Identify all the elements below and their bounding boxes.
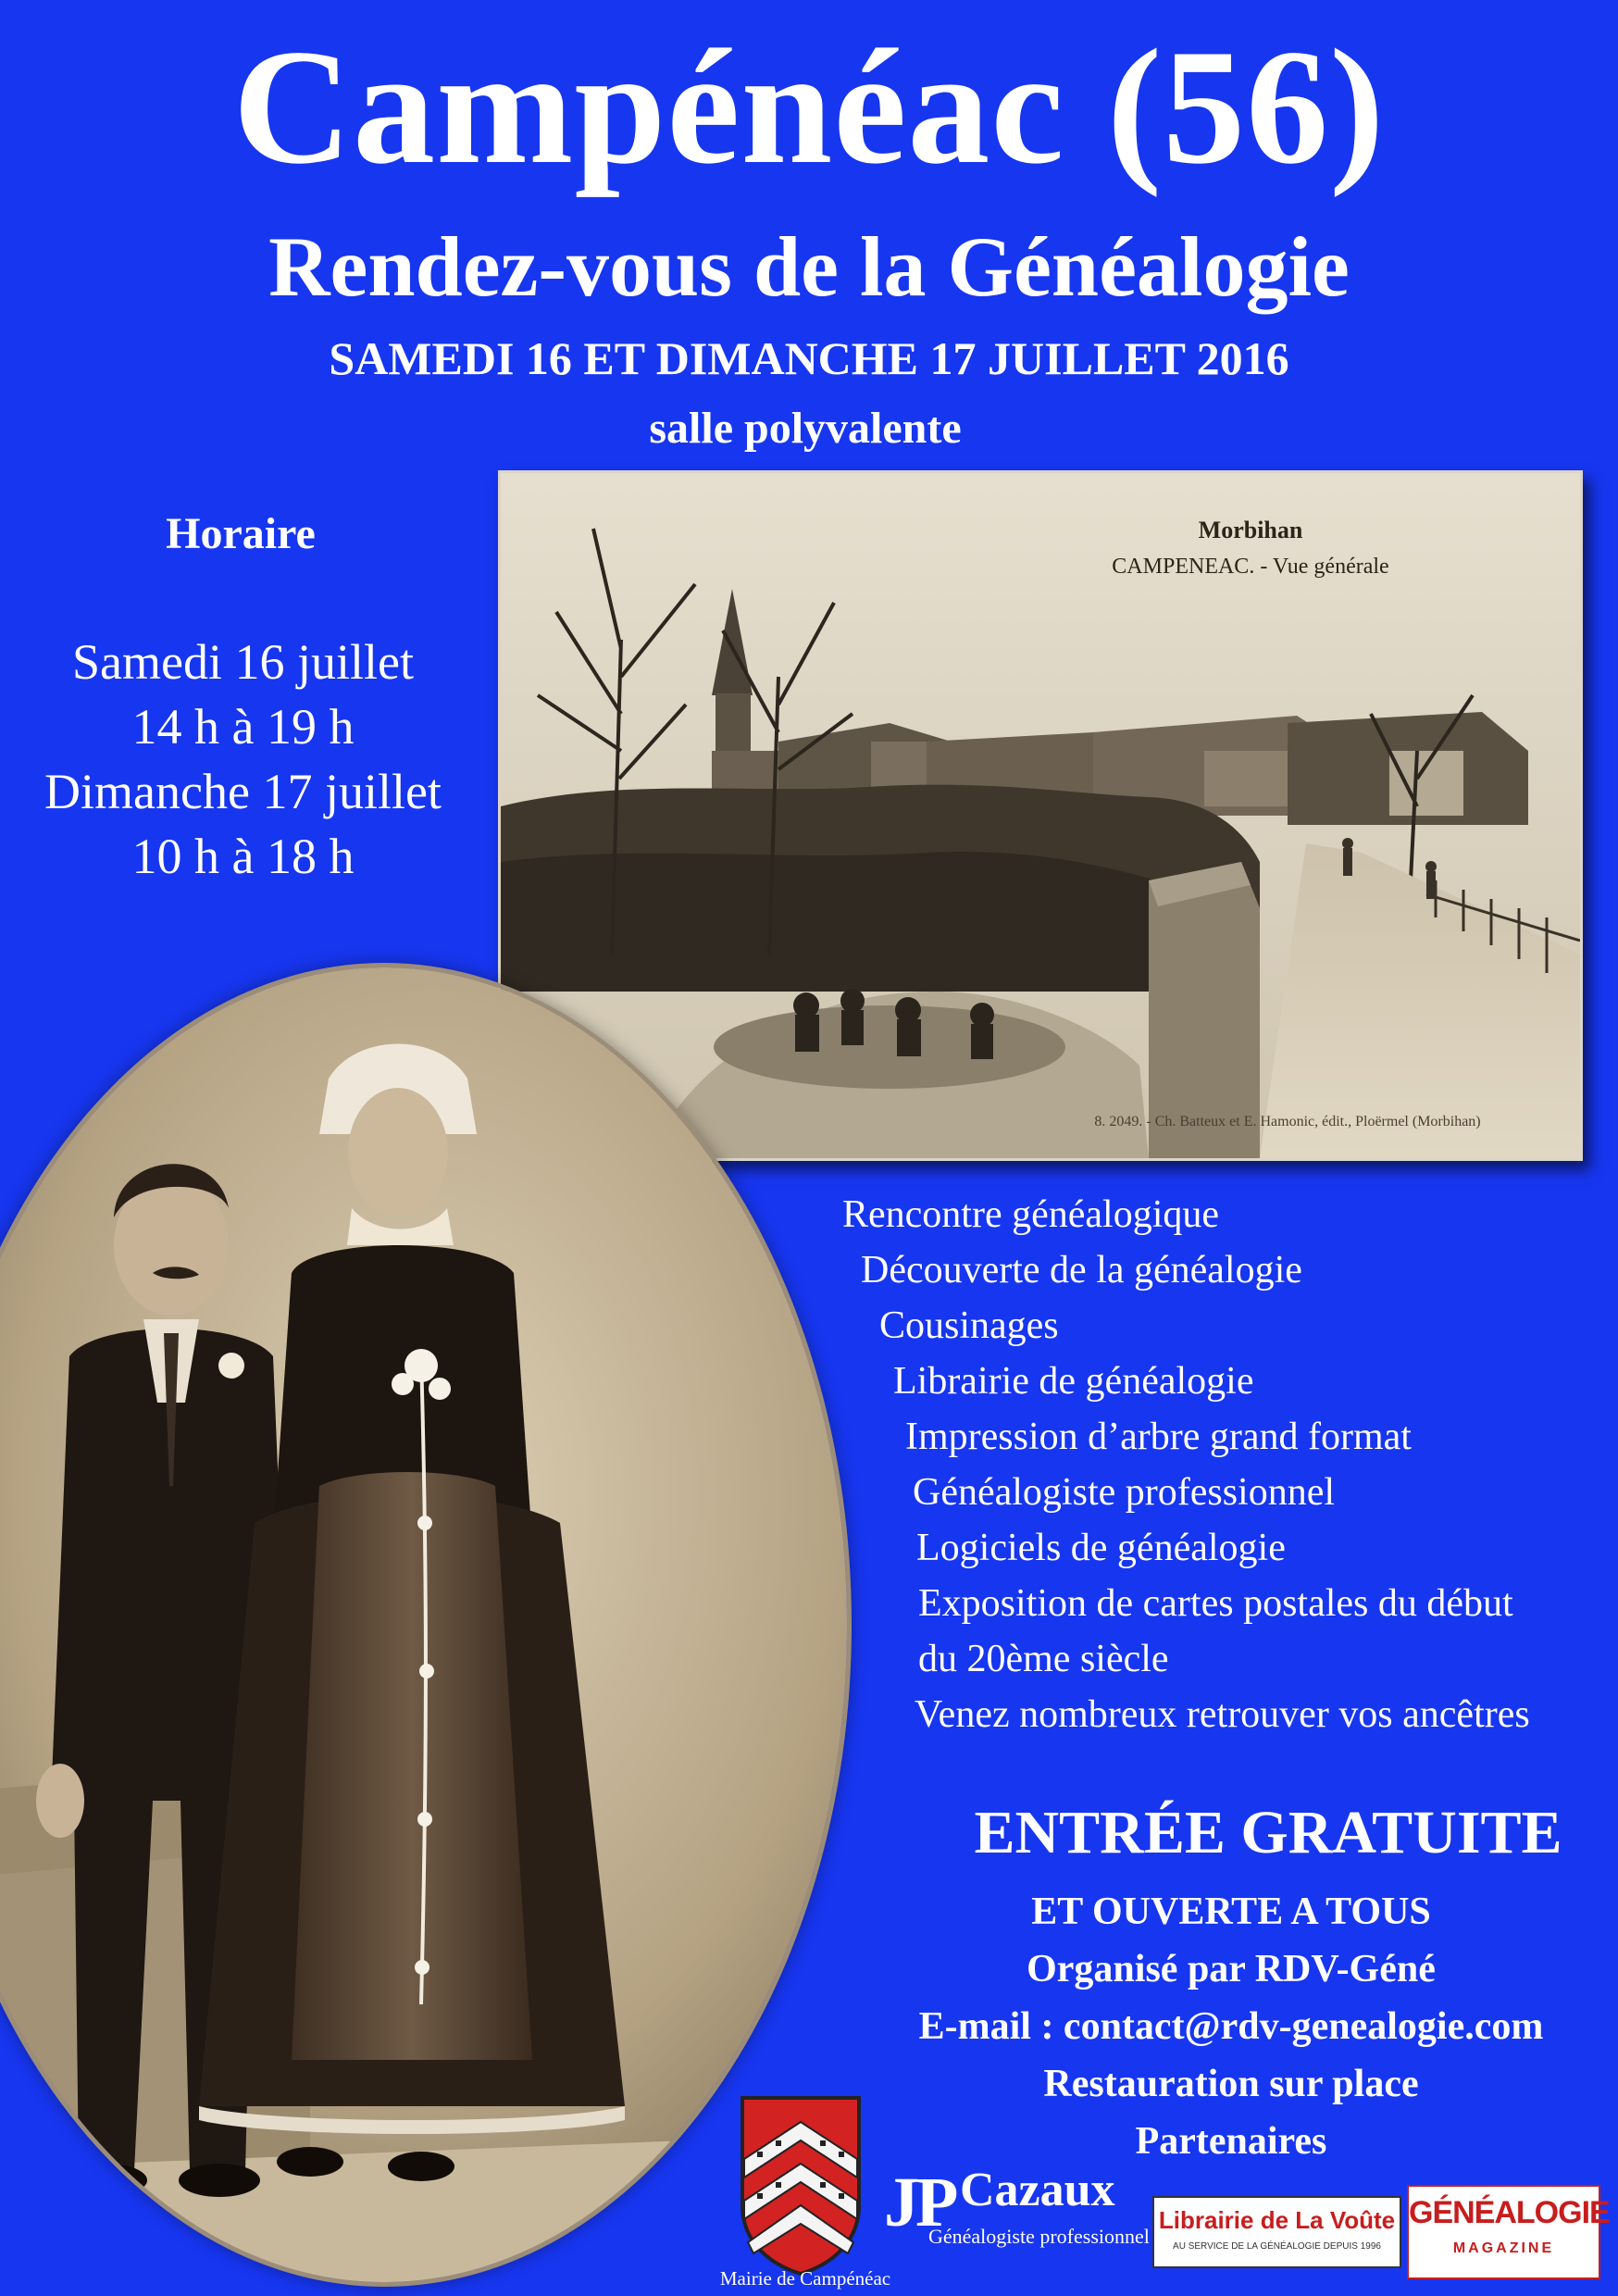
activity-item: Cousinages [879,1304,1059,1347]
librairie-voute-logo [1152,2196,1401,2268]
schedule-line: 10 h à 18 h [131,829,355,884]
voute-name: Librairie de La Voûte [1158,2206,1396,2234]
activity-item: du 20ème siècle [918,1638,1169,1680]
jp-mark: JP [884,2164,955,2241]
postcard-caption-region: Morbihan [1198,517,1303,543]
entry-headline: ENTRÉE GRATUITE [974,1799,1562,1866]
magazine-sub: MAGAZINE [1452,2240,1555,2256]
old-postcard-photo [498,470,1583,1161]
jp-name: Cazaux [960,2164,1115,2216]
jp-cazaux-logo [884,2161,1150,2272]
postcard-village-scene [501,473,1580,1158]
activity-item: Généalogiste professionnel [913,1471,1336,1514]
activity-item: Impression d’arbre grand format [905,1416,1412,1458]
activity-item: Découverte de la généalogie [861,1249,1302,1292]
info-line: Restauration sur place [1043,2063,1419,2105]
poster-title: Campénéac (56) [232,15,1386,198]
activity-item: Exposition de cartes postales du début [918,1582,1513,1625]
mairie-label: Mairie de Campénéac [719,2267,891,2290]
postcard-footer: 8. 2049. - Ch. Batteux et E. Hamonic, édit., Ploërmel (Morbihan) [1094,1114,1481,1129]
schedule-line: Samedi 16 juillet [72,634,414,690]
magazine-name: GÉNÉALOGIE [1409,2195,1610,2230]
poster-subtitle: Rendez-vous de la Généalogie [268,219,1350,314]
wedding-couple-scene [0,967,847,2282]
wedding-portrait-photo [0,963,852,2287]
jp-role: Généalogiste professionnel [928,2225,1150,2248]
schedule-heading: Horaire [166,509,316,558]
partners-heading: Partenaires [1135,2120,1327,2163]
genealogie-magazine-logo [1407,2185,1610,2279]
info-line: Organisé par RDV-Géné [1027,1948,1436,1990]
postcard-caption-title: CAMPENEAC. - Vue générale [1112,555,1389,579]
activity-item: Librairie de généalogie [893,1360,1254,1403]
voute-tagline: AU SERVICE DE LA GÉNÉALOGIE DEPUIS 1996 [1173,2241,1381,2252]
schedule-line: 14 h à 19 h [131,699,355,755]
activity-item: Venez nombreux retrouver vos ancêtres [915,1693,1530,1736]
activity-item: Logiciels de généalogie [916,1527,1286,1569]
schedule-line: Dimanche 17 juillet [44,764,442,819]
event-dates: SAMEDI 16 ET DIMANCHE 17 JUILLET 2016 [329,332,1289,384]
mairie-crest-icon [739,2094,863,2276]
activity-item: Rencontre généalogique [842,1193,1219,1236]
contact-email: E-mail : contact@rdv-genealogie.com [918,2005,1544,2048]
info-line: ET OUVERTE A TOUS [1031,1890,1431,1933]
event-venue: salle polyvalente [649,404,962,453]
